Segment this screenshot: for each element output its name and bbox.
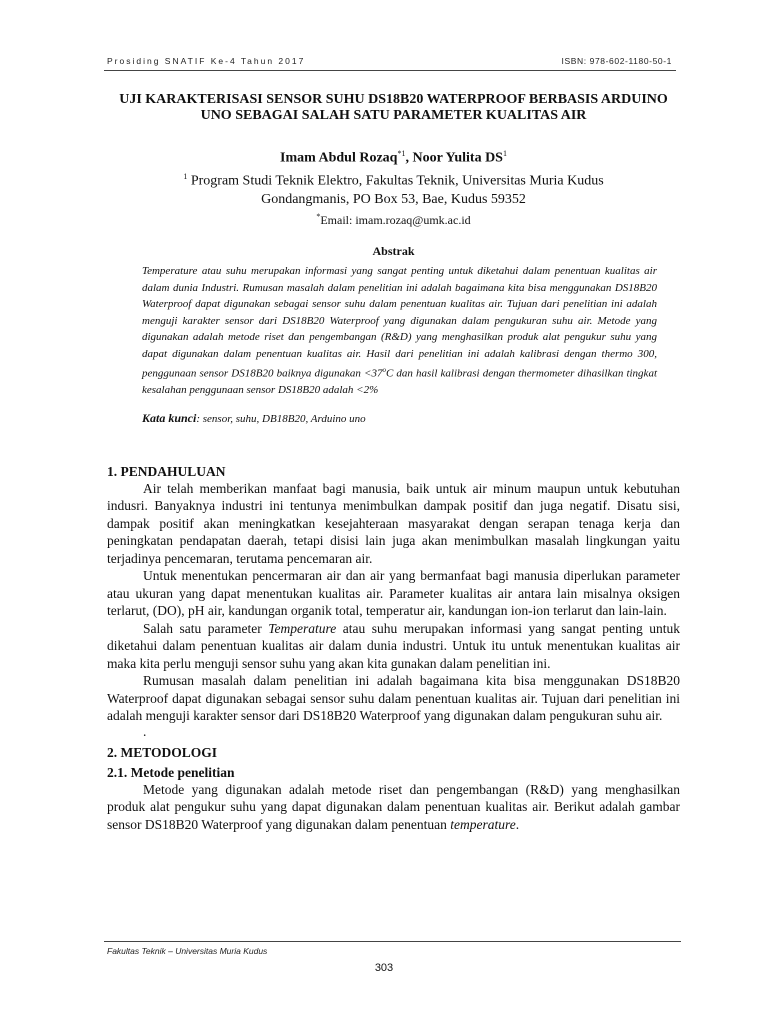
header-rule (104, 70, 676, 71)
author-1-sup: *1 (397, 149, 406, 158)
paper-title-line1: UJI KARAKTERISASI SENSOR SUHU DS18B20 WATERPROOF BERBASIS ARDUINO (119, 92, 668, 107)
footer-rule (104, 941, 681, 942)
keywords-text: : sensor, suhu, DB18B20, Arduino uno (196, 412, 366, 425)
keywords (107, 411, 680, 426)
paragraph: Air telah memberikan manfaat bagi manusia, baik untuk air minum maupun untuk kebutuhan indusri. Banyaknya industri ini tentunya menimbulkan dampak positif dan juga negatif. Disatu sisi, dampak positif akan meningkatkan kesejahteraan masyarakat dengan serapan tenaga kerja dan peningkatan pendapatan daerah, tetapi disisi lain juga akan menimbulkan masalah lingkungan yaitu terjadinya pencemaran, terutama pencemaran air. (107, 480, 680, 566)
email-sup: * (316, 212, 321, 222)
running-header-isbn: ISBN: 978-602-1180-50-1 (561, 56, 672, 66)
page-number: 303 (374, 962, 394, 974)
paragraph: Rumusan masalah dalam penelitian ini adalah bagaimana kita bisa menggunakan DS18B20 Waterproof dapat digunakan sebagai sensor suhu dalam penentuan kualitas air. Tujuan dari penelitian ini adalah menguji karakter sensor dari DS18B20 Waterproof yang digunakan dalam pengukuran suhu air. (107, 673, 680, 724)
affiliation-line2: Gondangmanis, PO Box 53, Bae, Kudus 59352 (261, 192, 526, 208)
author-2-sup: 1 (502, 149, 507, 158)
author-2: Noor Yulita DS (412, 150, 503, 166)
paragraph: Untuk menentukan pencermaran air dan air yang bermanfaat bagi manusia diperlukan parameter atau ukuran yang dapat menentukan kualitas air. Parameter kualitas air antara lain misalnya oksigen terlarut, (DO), pH air, kandungan organik total, temperatur air, kandungan ion-ion terlarut dan lain-lain. (107, 568, 680, 619)
paper-title (107, 92, 680, 123)
section-heading-pendahuluan: 1. PENDAHULUAN (107, 463, 226, 479)
paragraph: Metode yang digunakan adalah metode riset dan pengembangan (R&D) yang menghasilkan produk alat pengukur suhu yang dapat digunakan dalam penentuan kualitas air. Berikut adalah gambar sensor DS18B20 Waterproof yang digunakan dalam penentuan temperature. (107, 781, 680, 832)
subsection-heading: 2.1. Metode penelitian (107, 764, 235, 780)
degree-sup: o (382, 366, 386, 375)
affiliation-sup: 1 (183, 171, 188, 181)
keywords-label: Kata kunci (142, 410, 197, 425)
affiliation (107, 167, 680, 210)
author-email: *Email: imam.rozaq@umk.ac.id (316, 212, 471, 228)
page-content (107, 92, 680, 833)
author-list (107, 149, 680, 167)
trailing-dot: . (143, 723, 147, 739)
author-1: Imam Abdul Rozaq (280, 150, 398, 166)
footer-text: Fakultas Teknik – Universitas Muria Kudus (107, 946, 268, 956)
running-header-left: Prosiding SNATIF Ke-4 Tahun 2017 (107, 56, 306, 66)
section-heading-metodologi: 2. METODOLOGI (107, 744, 218, 760)
affiliation-line1: $^1$ Program Studi Teknik Elektro, Fakultas Teknik, Universitas Muria Kudus (183, 171, 604, 189)
paper-title-line2: UNO SEBAGAI SALAH SATU PARAMETER KUALITAS AIR (200, 107, 587, 123)
abstract-heading: Abstrak (372, 244, 415, 259)
author-separator: , (405, 150, 413, 166)
paragraph: Salah satu parameter Temperature atau suhu merupakan informasi yang sangat penting untuk diketahui dalam penentuan kualitas air dalam dunia industri. Untuk itu untuk menentukan kualitas air maka kita perlu menguji sensor suhu yang akan kita gunakan dalam penelitian ini. (107, 620, 680, 671)
abstract-text: Temperature atau suhu merupakan informasi yang sangat penting untuk diketahui dalam penentuan kualitas air dalam dunia Industri. Rumusan masalah dalam penelitian ini adalah bagaimana kita bisa menggunakan DS18B20 Waterproof dapat digunakan sebagai sensor suhu dalam penentuan kualitas air. Tujuan dari penelitian ini adalah menguji karakter sensor dari DS18B20 Waterproof yang digunakan dalam pengukuran suhu air. Metode yang digunakan adalah metode riset dan pengembangan (R&D) yang menghasilkan produk alat pengukur suhu yang dapat digunakan dalam penentuan kualitas air. Hasil dari penelitian ini adalah kalibrasi dengan thermo 300, penggunaan sensor DS18B20 baiknya digunakan $<37^oC$ dan hasil kalibrasi dengan thermometer dihasilkan tingkat kesalahan penggunaan sensor DS18B20 adalah <2% (142, 265, 657, 397)
